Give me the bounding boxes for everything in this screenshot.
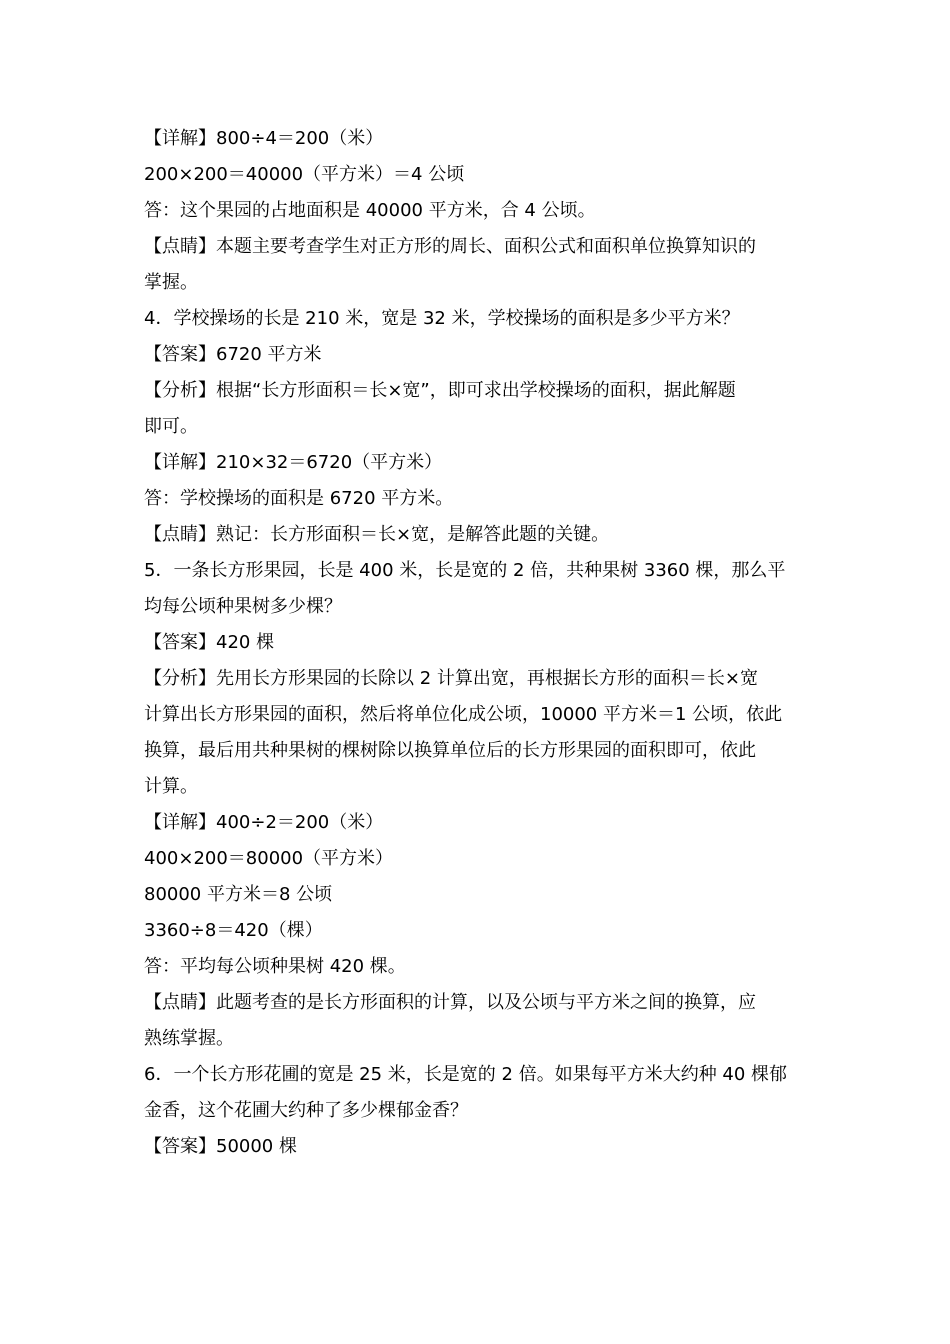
text-line: 【详解】800÷4＝200（米） bbox=[144, 128, 384, 149]
document-page bbox=[144, 121, 809, 1165]
answer-line: 【答案】50000 棵 bbox=[144, 1136, 297, 1157]
comment-line: 【点睛】熟记：长方形面积＝长×宽，是解答此题的关键。 bbox=[144, 524, 610, 545]
question-4: 4．学校操场的长是 210 米，宽是 32 米，学校操场的面积是多少平方米？ bbox=[144, 308, 740, 329]
detail-line: 【详解】400÷2＝200（米） bbox=[144, 812, 384, 833]
text-line: 3360÷8＝420（棵） bbox=[144, 920, 323, 941]
text-line: 400×200＝80000（平方米） bbox=[144, 848, 394, 869]
text-line: 即可。 bbox=[144, 416, 198, 437]
analysis-line: 【分析】先用长方形果园的长除以 2 计算出宽，再根据长方形的面积＝长×宽 bbox=[144, 668, 758, 689]
text-line: 计算。 bbox=[144, 776, 198, 797]
comment-line: 【点睛】此题考查的是长方形面积的计算，以及公顷与平方米之间的换算，应 bbox=[144, 992, 756, 1013]
question-5: 5．一条长方形果园，长是 400 米，长是宽的 2 倍，共种果树 3360 棵，那么平 bbox=[144, 560, 786, 581]
text-line: 掌握。 bbox=[144, 272, 198, 293]
text-line: 答：这个果园的占地面积是 40000 平方米，合 4 公顷。 bbox=[144, 200, 596, 221]
text-line: 金香，这个花圃大约种了多少棵郁金香？ bbox=[144, 1100, 468, 1121]
text-line: 【点睛】本题主要考查学生对正方形的周长、面积公式和面积单位换算知识的 bbox=[144, 236, 756, 257]
text-line: 均每公顷种果树多少棵？ bbox=[144, 596, 342, 617]
question-6: 6．一个长方形花圃的宽是 25 米，长是宽的 2 倍。如果每平方米大约种 40 棵郁 bbox=[144, 1064, 788, 1085]
text-line: 答：学校操场的面积是 6720 平方米。 bbox=[144, 488, 454, 509]
answer-line: 【答案】420 棵 bbox=[144, 632, 275, 653]
text-line: 换算，最后用共种果树的棵树除以换算单位后的长方形果园的面积即可，依此 bbox=[144, 740, 756, 761]
text-line: 熟练掌握。 bbox=[144, 1028, 234, 1049]
text-line: 200×200＝40000（平方米）＝4 公顷 bbox=[144, 164, 465, 185]
text-line: 80000 平方米＝8 公顷 bbox=[144, 884, 333, 905]
text-line: 计算出长方形果园的面积，然后将单位化成公顷，10000 平方米＝1 公顷，依此 bbox=[144, 704, 783, 725]
answer-line: 【答案】6720 平方米 bbox=[144, 344, 322, 365]
analysis-line: 【分析】根据“长方形面积＝长×宽”，即可求出学校操场的面积，据此解题 bbox=[144, 380, 736, 401]
detail-line: 【详解】210×32＝6720（平方米） bbox=[144, 452, 443, 473]
text-line: 答：平均每公顷种果树 420 棵。 bbox=[144, 956, 406, 977]
